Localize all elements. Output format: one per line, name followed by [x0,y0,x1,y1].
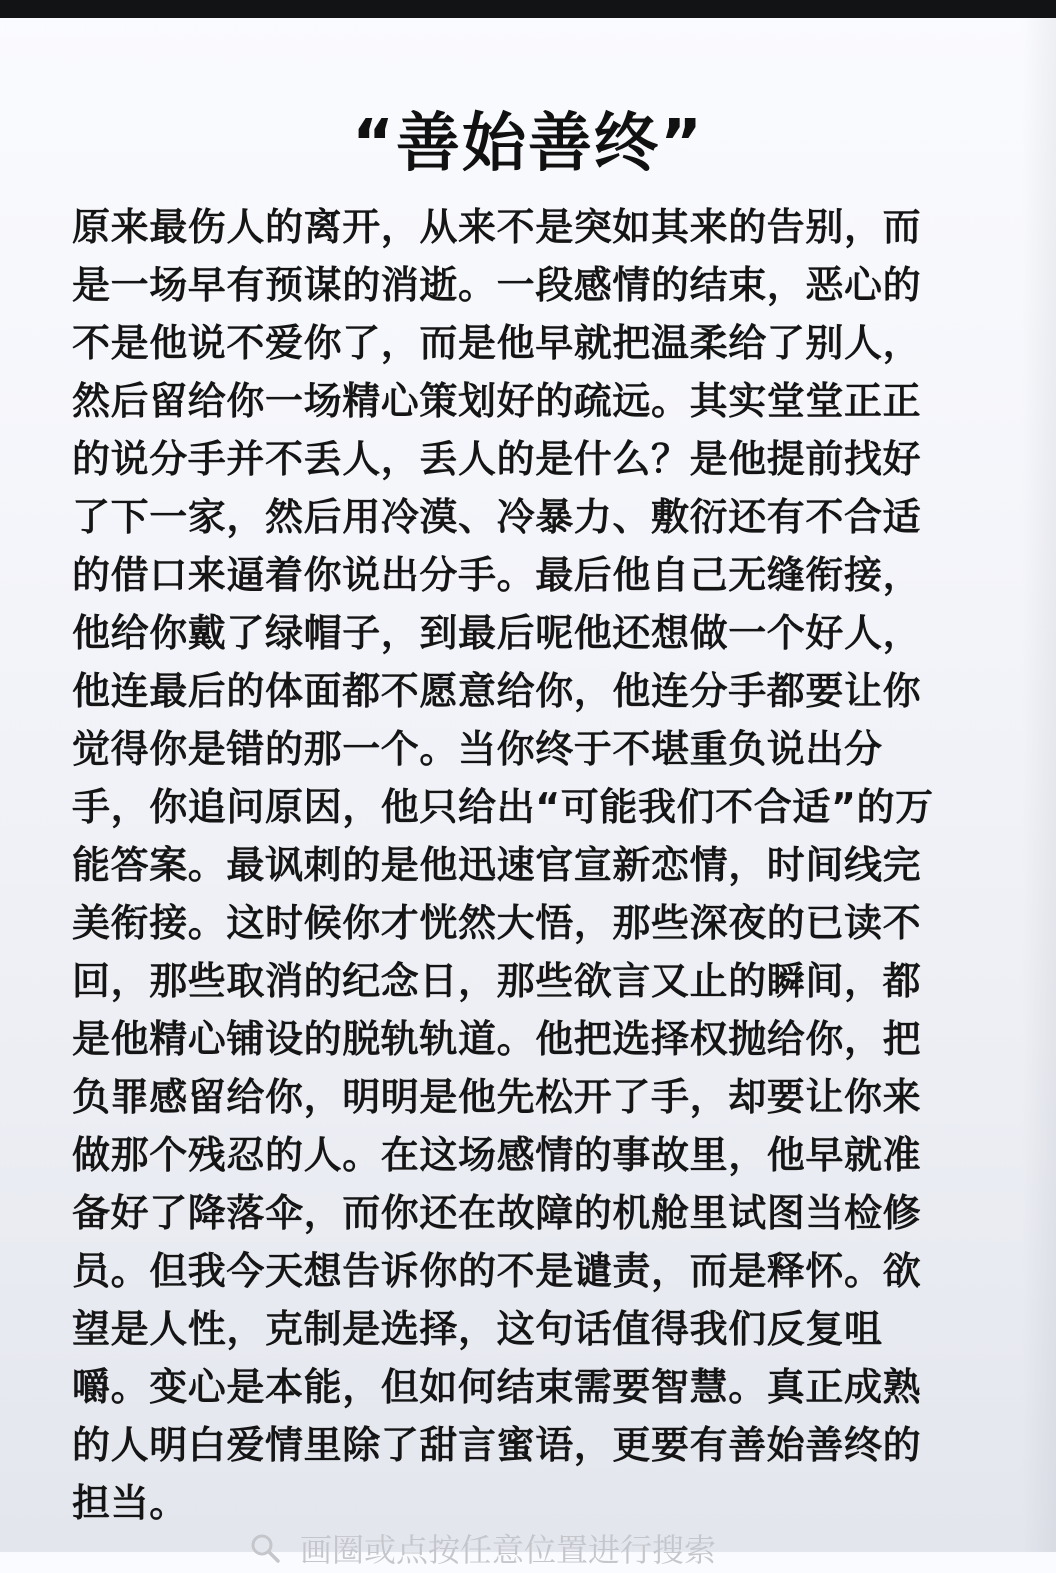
body-line: 员。但我今天想告诉你的不是谴责，而是释怀。欲 [72,1249,922,1293]
body-line: 的说分手并不丢人，丢人的是什么？是他提前找好 [72,437,922,481]
body-line: 是一场早有预谋的消逝。一段感情的结束，恶心的 [72,263,922,307]
circle-to-search-hint[interactable] [248,1528,716,1568]
body-line: 他连最后的体面都不愿意给你，他连分手都要让你 [72,669,922,713]
body-line: 嚼。变心是本能，但如何结束需要智慧。真正成熟 [72,1365,922,1409]
search-lens-icon [248,1531,282,1565]
body-line: 了下一家，然后用冷漠、冷暴力、敷衍还有不合适 [72,495,922,539]
body-line: 担当。 [72,1481,188,1525]
body-line: 原来最伤人的离开，从来不是突如其来的告别，而 [72,205,922,249]
edge-shadow [1022,18,1056,1552]
body-line: 的借口来逼着你说出分手。最后他自己无缝衔接， [72,553,922,597]
top-status-bar [0,0,1056,18]
body-line: 回，那些取消的纪念日，那些欲言又止的瞬间，都 [72,959,922,1003]
body-line: 望是人性，克制是选择，这句话值得我们反复咀 [72,1307,883,1351]
search-hint-text: 画圈或点按任意位置进行搜索 [300,1531,717,1569]
body-line: 美衔接。这时候你才恍然大悟，那些深夜的已读不 [72,901,922,945]
body-line: 觉得你是错的那一个。当你终于不堪重负说出分 [72,727,883,771]
body-line: 不是他说不爱你了，而是他早就把温柔给了别人， [72,321,922,365]
body-line: 做那个残忍的人。在这场感情的事故里，他早就准 [72,1133,922,1177]
body-line: 的人明白爱情里除了甜言蜜语，更要有善始善终的 [72,1423,922,1467]
body-line: 备好了降落伞，而你还在故障的机舱里试图当检修 [72,1191,922,1235]
body-line: 他给你戴了绿帽子，到最后呢他还想做一个好人， [72,611,922,655]
article-body [72,198,1002,1532]
body-line: 然后留给你一场精心策划好的疏远。其实堂堂正正 [72,379,922,423]
article-title: “善始善终” [351,107,705,181]
body-line: 手，你追问原因，他只给出“可能我们不合适”的万 [72,785,934,829]
body-line: 负罪感留给你，明明是他先松开了手，却要让你来 [72,1075,922,1119]
body-line: 是他精心铺设的脱轨轨道。他把选择权抛给你，把 [72,1017,922,1061]
body-line: 能答案。最讽刺的是他迅速官宣新恋情，时间线完 [72,843,922,887]
